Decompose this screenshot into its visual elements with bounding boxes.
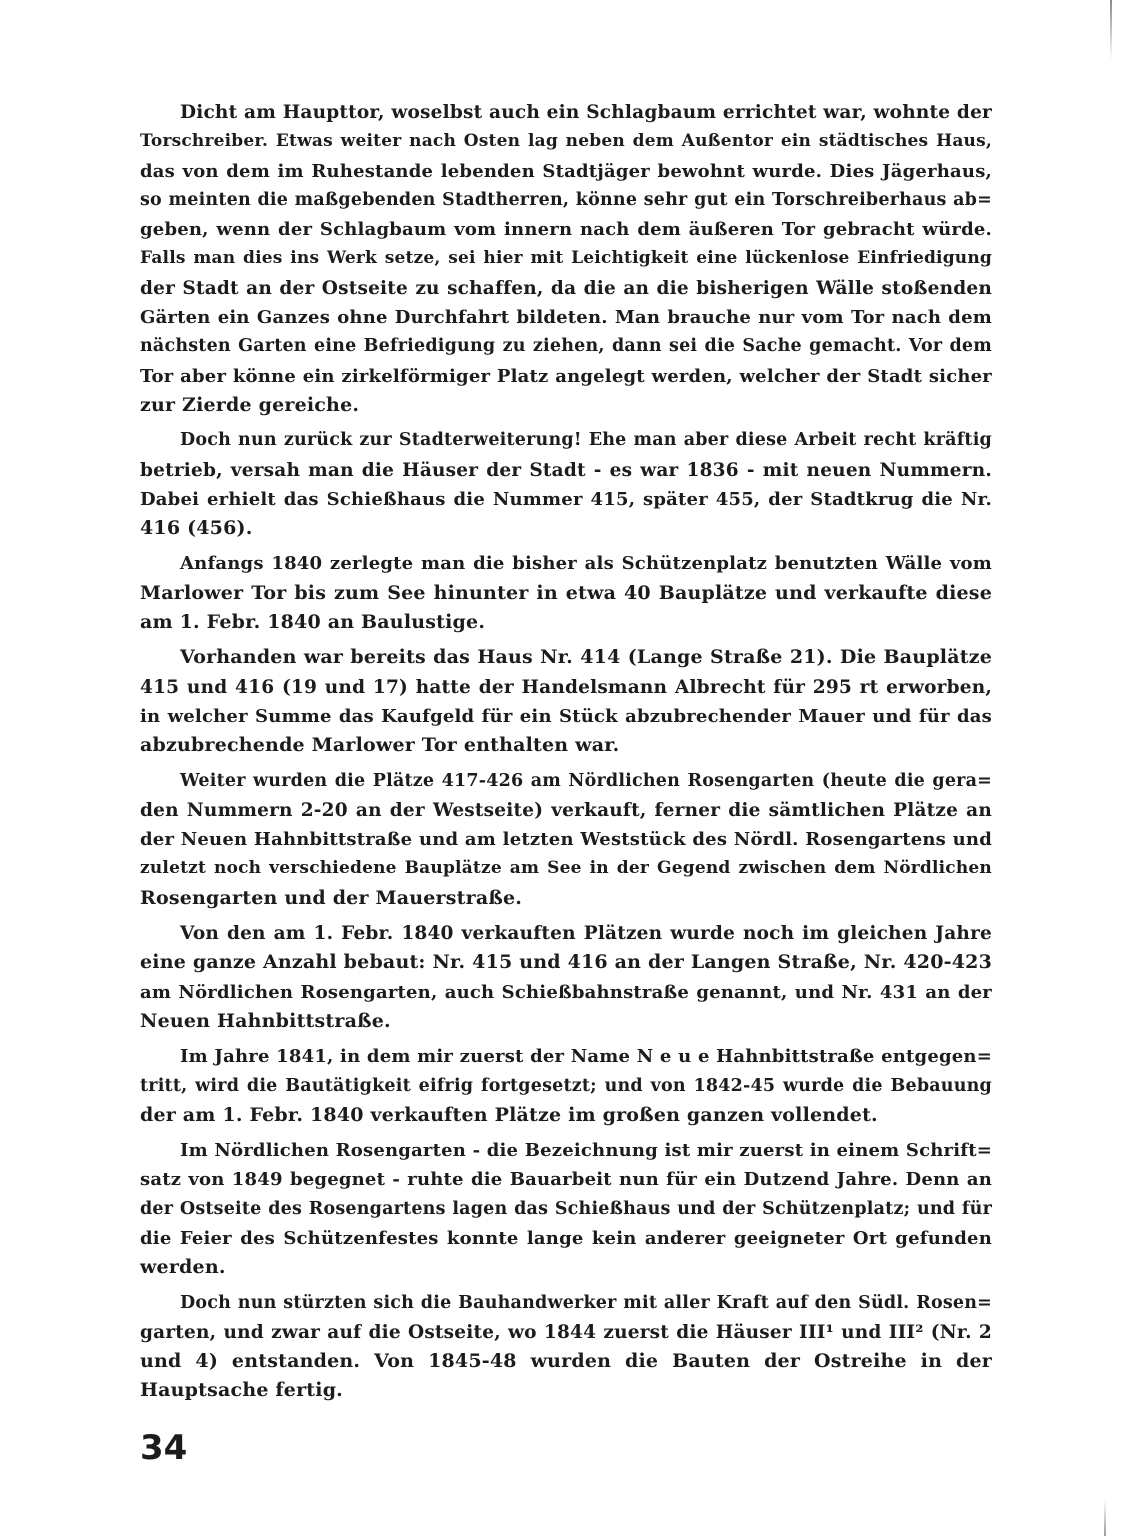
text-line: Marlower Tor bis zum See hinunter in etwa 40 Bauplätze und verkaufte diese bbox=[140, 581, 992, 604]
text-line: zuletzt noch verschiedene Bauplätze am See in der Gegend zwischen dem Nördlichen bbox=[140, 858, 992, 879]
paragraph bbox=[140, 549, 992, 637]
text-line: nächsten Garten eine Befriedigung zu ziehen, dann sei die Sache gemacht. Vor dem bbox=[140, 336, 992, 357]
text-line: das von dem im Ruhestande lebenden Stadtjäger bewohnt wurde. Dies Jägerhaus, bbox=[140, 160, 992, 182]
text-line: der Ostseite des Rosengartens lagen das Schießhaus und der Schützenplatz; und für bbox=[140, 1198, 992, 1219]
text-line: Von den am 1. Febr. 1840 verkauften Plätzen wurde noch im gleichen Jahre bbox=[180, 923, 992, 945]
text-line: Falls man dies ins Werk setze, sei hier mit Leichtigkeit eine lückenlose Einfriedigung bbox=[140, 248, 992, 269]
text-line: Weiter wurden die Plätze 417-426 am Nördlichen Rosengarten (heute die gera= bbox=[180, 770, 992, 791]
text-line: Im Nördlichen Rosengarten - die Bezeichnung ist mir zuerst in einem Schrift= bbox=[180, 1140, 992, 1162]
scan-edge-mark-bottom bbox=[1104, 1500, 1106, 1536]
body-text bbox=[140, 98, 992, 1412]
text-line: den Nummern 2-20 an der Westseite) verkauft, ferner die sämtlichen Plätze an bbox=[140, 799, 992, 821]
text-line: Dicht am Haupttor, woselbst auch ein Schlagbaum errichtet war, wohnte der bbox=[180, 102, 992, 123]
text-line: tritt, wird die Bautätigkeit eifrig fortgesetzt; und von 1842-45 wurde die Bebauung bbox=[140, 1075, 992, 1096]
text-line: am 1. Febr. 1840 an Baulustige. bbox=[140, 611, 486, 634]
text-line: der am 1. Febr. 1840 verkauften Plätze im großen ganzen vollendet. bbox=[140, 1103, 878, 1126]
text-line: so meinten die maßgebenden Stadtherren, könne sehr gut ein Torschreiberhaus ab= bbox=[140, 189, 992, 210]
paragraph bbox=[140, 426, 992, 543]
text-line: Doch nun zurück zur Stadterweiterung! Ehe man aber diese Arbeit recht kräftig bbox=[180, 430, 992, 451]
text-line: Tor aber könne ein zirkelförmiger Platz angelegt werden, welcher der Stadt sicher bbox=[140, 365, 992, 387]
paragraph bbox=[140, 919, 992, 1036]
scan-edge-mark bbox=[1110, 0, 1112, 60]
text-line: der Stadt an der Ostseite zu schaffen, da die an die bisherigen Wälle stoßenden bbox=[140, 277, 992, 299]
page-number: 34 bbox=[140, 1428, 188, 1468]
paragraph bbox=[140, 767, 992, 913]
text-line: Torschreiber. Etwas weiter nach Osten lag neben dem Außentor ein städtisches Haus, bbox=[140, 131, 992, 152]
text-line: Doch nun stürzten sich die Bauhandwerker mit aller Kraft auf den Südl. Rosen= bbox=[180, 1292, 992, 1313]
text-line: Neuen Hahnbittstraße. bbox=[140, 1009, 391, 1032]
paragraph bbox=[140, 1042, 992, 1130]
text-line: zur Zierde gereiche. bbox=[140, 393, 360, 416]
text-line: werden. bbox=[140, 1256, 226, 1279]
paragraph bbox=[140, 1289, 992, 1406]
text-line: betrieb, versah man die Häuser der Stadt - es war 1836 - mit neuen Nummern. bbox=[140, 459, 992, 481]
text-line: Gärten ein Ganzes ohne Durchfahrt bildeten. Man brauche nur vom Tor nach dem bbox=[140, 307, 992, 329]
text-line: geben, wenn der Schlagbaum vom innern nach dem äußeren Tor gebracht würde. bbox=[140, 219, 992, 241]
paragraph bbox=[140, 98, 992, 420]
text-line: abzubrechende Marlower Tor enthalten war. bbox=[140, 734, 620, 757]
text-line: und 4) entstanden. Von 1845-48 wurden die Bauten der Ostreihe in der bbox=[140, 1350, 992, 1373]
text-line: am Nördlichen Rosengarten, auch Schießbahnstraße genannt, und Nr. 431 an der bbox=[140, 981, 992, 1003]
text-line: eine ganze Anzahl bebaut: Nr. 415 und 416 an der Langen Straße, Nr. 420-423 bbox=[140, 951, 992, 974]
text-line: Im Jahre 1841, in dem mir zuerst der Name N e u e Hahnbittstraße entgegen= bbox=[180, 1046, 992, 1068]
text-line: die Feier des Schützenfestes konnte lange kein anderer geeigneter Ort gefunden bbox=[140, 1227, 992, 1249]
text-line: 415 und 416 (19 und 17) hatte der Handelsmann Albrecht für 295 rt erworben, bbox=[140, 676, 992, 698]
text-line: Vorhanden war bereits das Haus Nr. 414 (Lange Straße 21). Die Bauplätze bbox=[180, 646, 992, 669]
text-line: in welcher Summe das Kaufgeld für ein Stück abzubrechender Mauer und für das bbox=[140, 705, 992, 727]
text-line: Anfangs 1840 zerlegte man die bisher als Schützenplatz benutzten Wälle vom bbox=[180, 553, 992, 575]
text-line: Dabei erhielt das Schießhaus die Nummer 415, später 455, der Stadtkrug die Nr. bbox=[140, 488, 992, 510]
paragraph bbox=[140, 643, 992, 760]
text-line: garten, und zwar auf die Ostseite, wo 1844 zuerst die Häuser III¹ und III² (Nr. 2 bbox=[140, 1321, 992, 1343]
text-line: 416 (456). bbox=[140, 517, 253, 540]
text-line: satz von 1849 begegnet - ruhte die Bauarbeit nun für ein Dutzend Jahre. Denn an bbox=[140, 1169, 992, 1191]
paragraph bbox=[140, 1136, 992, 1282]
text-line: Rosengarten und der Mauerstraße. bbox=[140, 886, 523, 909]
text-line: Hauptsache fertig. bbox=[140, 1379, 343, 1402]
text-line: der Neuen Hahnbittstraße und am letzten Weststück des Nördl. Rosengartens und bbox=[140, 829, 992, 851]
